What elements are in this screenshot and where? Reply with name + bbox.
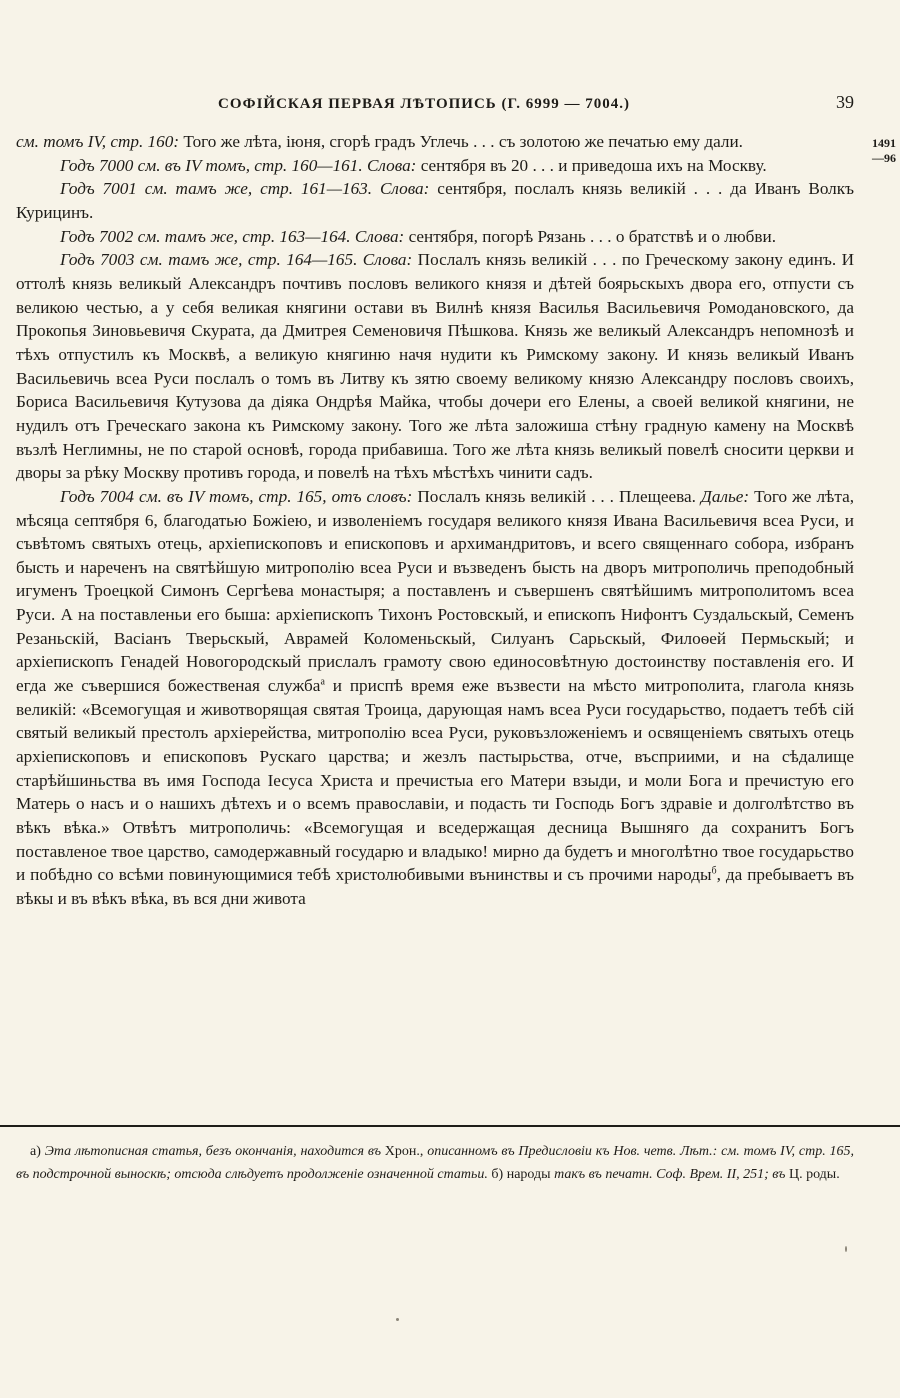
margin-year-end: —96: [872, 151, 896, 165]
paragraph-6999: [16, 130, 854, 154]
paragraph-text: сентября, погорѣ Рязань . . . о братствѣ и о любви.: [404, 226, 777, 246]
paragraph-text: Послалъ князь великій . . . по Греческому закону единъ. И оттолѣ князь великый Александръ почтивъ пословъ великого князя и дѣтей боярьскыхъ двора его, отпусти съ великою честью, а у себя великая княгини остави въ Вилнѣ князя Василья Васильевичя Ромодановского, да Прокопья Зиновьевичя Скурата, да Дмитрея Семеновичя Пѣшкова. Князь же великый Александръ непомнозѣ и тѣхъ отпустилъ къ Москвѣ, а великую княгиню начя нудити къ Римскому закону. И князь великый Иванъ Васильевичь всеа Руси послалъ о томъ въ Литву къ зятю своему великому князю Александру пословъ своихъ, Бориса Васильевичя Кутузова да діяка Ондрѣя Майка, чтобы дочери его Елены, а своей великой княгини, не нудилъ отъ Греческаго закона къ Римскому закону. Того же лѣта заложиша стѣну градную камену на Москвѣ възлѣ Неглимны, не по старой основѣ, города прибавиша. Того же лѣта князь великый повелѣ сносити церкви и дворы за рѣку Москву противъ города, и повелѣ на тѣхъ мѣстѣхъ чинити садъ.: [16, 250, 854, 483]
page-header: [0, 92, 900, 122]
footnote-text: Хрон.,: [381, 1144, 428, 1159]
paragraph-reference: см. томъ IV, стр. 160:: [16, 132, 180, 151]
margin-year-note: [860, 136, 896, 166]
footnote-text: такъ въ печатн. Соф. Врем. II, 251; въ: [550, 1167, 786, 1182]
paragraph-reference: Годъ 7003 см. тамъ же, стр. 164—165. Слова:: [60, 250, 413, 270]
paragraph-text: Послалъ князь великій . . . Плещеева.: [412, 486, 701, 506]
paragraph-text: Того же лѣта, мѣсяца септября 6, благодатью Божіею, и изволеніемъ государя великого князя Ивана Васильевичя всеа Руси, и съвѣтомъ святыхъ отець, архіепископовъ и епископовъ и архимандритовъ, и всего священнаго собора, избранъ бысть и нареченъ на святѣйшую митрополію всеа Руси и възведенъ бысть на дворъ митрополичь преподобный игуменъ Троецкой Симонъ Сергѣева монастыря; а поставленъ и съвершенъ святѣйшимъ митрополитомъ всеа Руси. А на поставленьи его быша: архіепископъ Тихонъ Ростовскый, и епископъ Нифонтъ Суздальскый, Семенъ Резаньскій, Васіанъ Тверьскый, Аврамей Коломеньскый, Силуанъ Сарьскый, Филоѳей Пермьскый; и архіепископъ Генадей Новогородскый прислалъ грамоту свою единосовѣтную достоинству поставленія его. И егда же съвершися божественая служба: [16, 486, 854, 696]
paragraph-text: и приспѣ время еже възвести на мѣсто митрополита, глагола князь великій: «Всемогущая и животворящая святая Троица, дарующая намъ всеа Руси государьство, подаетъ тебѣ сій святый великый престолъ архіерейства, митрополію всеа Руси, руковъзложеніемъ и освященіемъ святыхъ отець архіепископовъ и епископовъ Рускаго царства; и жезлъ пастырьства, отче, въсприими, и на сѣдалище старѣйшиньства въ имя Господа Іесуса Христа и пречистыа его Матери взыди, и моли Бога и пречистую его Матерь о насъ и о нашихъ дѣтехъ и о всемъ православіи, и подасть ти Господь Богъ здравіе и долголѣтство въ вѣкъ вѣка.» Отвѣтъ митрополичь: «Всемогущая и вседержащая десница Вышняго да сохранитъ Богъ поставленое твое царство, самодержавный государю и владыко! мирно да будетъ и многолѣтно твое государьство и побѣдно со всѣми повинующимися тебѣ христолюбивыми вънинствы и съ прочими народы: [16, 676, 854, 885]
paragraph-7002: [16, 225, 854, 249]
paragraph-text: Того же лѣта, іюня, сгорѣ градъ Углечь . . . съ золотою же печатью ему дали.: [179, 132, 743, 151]
paper-speck: [396, 1318, 399, 1321]
footnote-marker-b: б: [711, 865, 717, 877]
paragraph-text: сентября, послалъ князь великій . . . да Иванъ Волкъ Курицинъ.: [16, 179, 854, 222]
paragraph-text: сентября въ 20 . . . и приведоша ихъ на Москву.: [416, 155, 767, 175]
paper-speck: [845, 1246, 847, 1252]
paragraph-7003: [16, 248, 854, 485]
footnote-a: [16, 1140, 854, 1186]
footnote-text: Эта лѣтописная статья, безъ окончанія, находится въ: [44, 1144, 381, 1159]
paragraph-reference: Годъ 7000 см. въ IV томъ, стр. 160—161. Слова:: [60, 155, 417, 175]
paragraph-reference: Годъ 7004 см. въ IV томъ, стр. 165, отъ словъ:: [60, 486, 413, 506]
paragraph-7004: [16, 485, 854, 911]
paragraph-text: , да пребываетъ въ вѣкы и въ вѣкъ вѣка, въ вся дни живота: [16, 865, 854, 908]
footnote-divider: [0, 1125, 900, 1127]
paragraph-reference: Годъ 7001 см. тамъ же, стр. 161—163. Слова:: [60, 179, 430, 199]
footnote-text: народы: [506, 1167, 551, 1182]
paragraph-reference-continued: Далье:: [700, 486, 750, 506]
footnote-text: описанномъ въ Предисловіи къ Нов. четв. Лѣт.: см. томъ IV, стр. 165, въ подстрочной выноскѣ; отсюда слѣдуетъ продолженіе означенной статьи.: [16, 1144, 855, 1182]
footnotes: [16, 1140, 854, 1186]
footnote-label-a: а): [30, 1144, 41, 1159]
footnote-text: Ц. роды.: [785, 1167, 840, 1182]
paragraph-7000: [16, 154, 854, 178]
paragraph-reference: Годъ 7002 см. тамъ же, стр. 163—164. Слова:: [60, 226, 405, 246]
margin-year-start: 1491: [872, 136, 896, 150]
footnote-marker-a: а: [320, 676, 325, 688]
running-title: СОФІЙСКАЯ ПЕРВАЯ ЛѢТОПИСЬ (Г. 6999 — 7004.): [218, 96, 631, 112]
page-number: 39: [836, 92, 854, 112]
paragraph-7001: [16, 177, 854, 224]
footnote-label-b: б): [487, 1167, 507, 1182]
main-text: [16, 130, 854, 911]
